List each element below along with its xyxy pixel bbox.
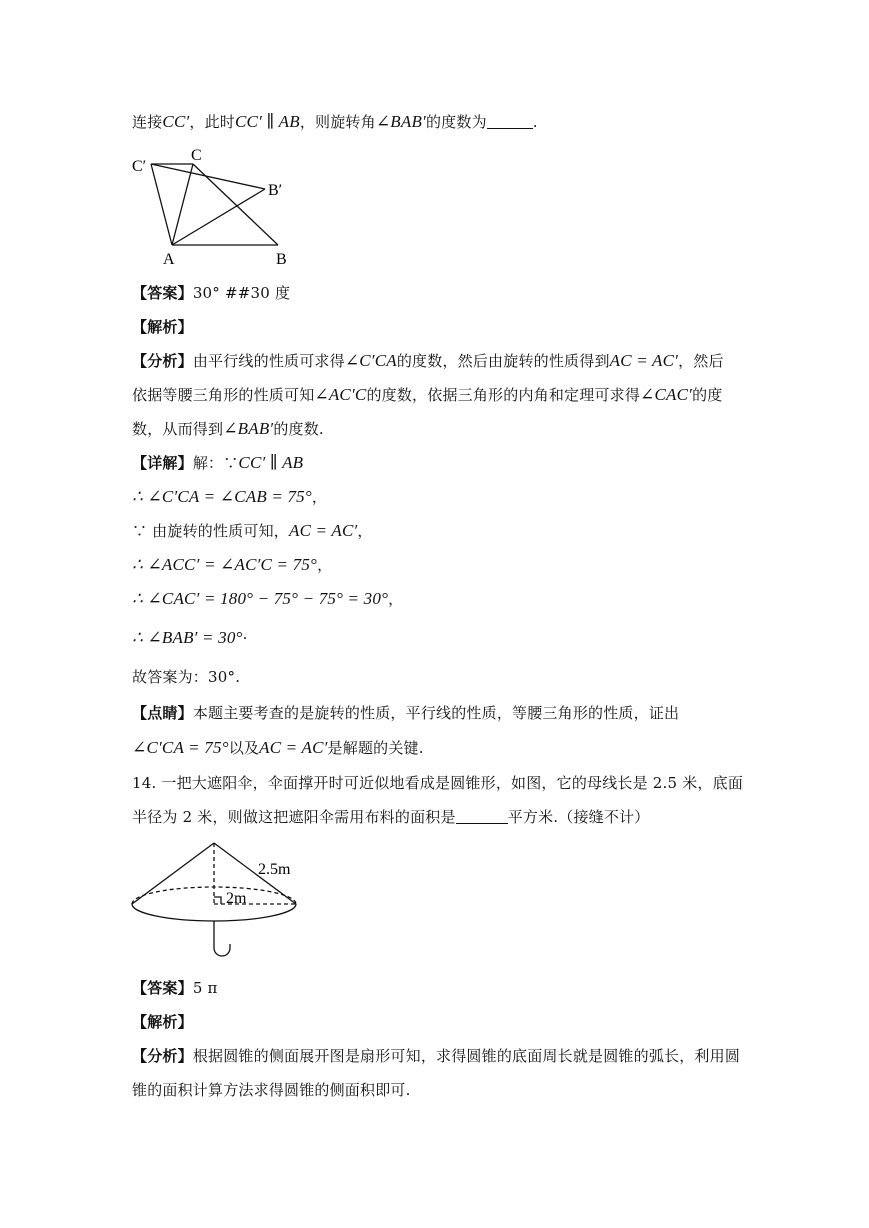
radius-label: 2m <box>226 890 247 907</box>
q14-answer <box>132 978 218 998</box>
analysis-text: 的度数. <box>273 420 324 438</box>
q14-jiexi <box>132 1012 193 1032</box>
detail-text: 解：∵ <box>192 454 239 472</box>
comment-math: AC = AC′ <box>259 738 328 757</box>
step-math: ∴ ∠CAC′ = 180° − 75° − 75° = 30° <box>132 589 389 608</box>
q13-stem-text: ，此时 <box>189 113 236 131</box>
step-math: ∴ ∠BAB′ = 30° <box>132 628 243 647</box>
step-math: ∴ ∠ACC′ = ∠AC′C = 75° <box>132 555 318 574</box>
q13-stem-math: ∠BAB′ <box>375 112 426 131</box>
analysis-math: ∠BAB′ <box>223 419 274 438</box>
q14-stem-text: 半径为 2 米，则做这把遮阳伞需用布料的面积是 <box>132 808 456 826</box>
analysis-text: 数，从而得到 <box>132 420 224 438</box>
comment-tag: 【点睛】 <box>132 704 193 722</box>
q14-analysis-line1 <box>132 1046 740 1066</box>
q13-stem-math: CC′ ∥ AB <box>235 112 300 131</box>
detail-math: CC′ ∥ AB <box>238 453 304 472</box>
conclusion-text: . <box>235 668 241 686</box>
label-b-prime: B′ <box>268 182 283 199</box>
answer-tag: 【答案】 <box>132 284 193 302</box>
analysis-text: 的度 <box>692 386 723 404</box>
analysis-math: AC = AC′ <box>609 351 679 370</box>
q14-stem-text: 平方米.（接缝不计） <box>507 808 650 826</box>
conclusion-text: 故答案为： <box>132 668 209 686</box>
comment-text: 是解题的关键. <box>327 739 424 757</box>
conclusion-value: 30° <box>208 668 236 686</box>
step-punct: ， <box>311 488 328 506</box>
answer-tag: 【答案】 <box>132 979 193 997</box>
label-b: B <box>276 251 287 268</box>
step-text: ∵ 由旋转的性质可知， <box>132 522 289 540</box>
analysis-text: 根据圆锥的侧面展开图是扇形可知，求得圆锥的底面周长就是圆锥的弧长，利用圆 <box>192 1047 741 1065</box>
slant-height-label: 2.5m <box>258 861 291 878</box>
q13-stem-text: 连接 <box>132 113 163 131</box>
answer-text: 5 π <box>192 979 218 997</box>
analysis-text: 的度数，然后由旋转的性质得到 <box>396 352 610 370</box>
label-c-prime: C′ <box>132 158 147 175</box>
q14-stem-text: 14. 一把大遮阳伞，伞面撑开时可近似地看成是圆锥形，如图，它的母线长是 2.5 米，底面 <box>132 774 744 792</box>
analysis-text: 的度数，依据三角形的内角和定理可求得 <box>366 386 641 404</box>
q14-analysis-line2 <box>132 1080 411 1100</box>
detail-tag: 【详解】 <box>132 454 193 472</box>
analysis-text: 由平行线的性质可求得 <box>192 352 345 370</box>
jiexi-tag: 【解析】 <box>132 318 193 336</box>
label-c: C <box>191 147 202 164</box>
q13-stem-text: . <box>532 113 538 131</box>
comment-text: 以及 <box>228 739 260 757</box>
step-math: AC = AC′ <box>288 521 358 540</box>
answer-text: 30° ##30 度 <box>192 284 291 302</box>
label-a: A <box>163 251 175 268</box>
analysis-math: ∠CAC′ <box>640 385 693 404</box>
analysis-text: 依据等腰三角形的性质可知 <box>132 386 315 404</box>
step-punct: ， <box>388 590 404 608</box>
step-math: ∴ ∠C′CA = ∠CAB = 75° <box>132 487 312 506</box>
q13-stem-math: CC′ <box>162 112 190 131</box>
analysis-text: ，然后 <box>678 352 724 370</box>
step-punct: ， <box>357 522 373 540</box>
analysis-tag: 【分析】 <box>132 1047 193 1065</box>
step-punct: · <box>242 629 248 647</box>
comment-math: ∠C′CA = 75° <box>132 738 229 757</box>
analysis-math: ∠C′CA <box>344 351 397 370</box>
q13-stem-text: 的度数为 <box>425 113 487 131</box>
comment-text: 本题主要考查的是旋转的性质，平行线的性质，等腰三角形的性质，证出 <box>192 704 680 722</box>
analysis-math: ∠AC′C <box>314 385 367 404</box>
step-punct: ， <box>317 556 333 574</box>
analysis-tag: 【分析】 <box>132 352 193 370</box>
q13-stem-text: ，则旋转角 <box>299 113 376 131</box>
jiexi-tag: 【解析】 <box>132 1013 193 1031</box>
analysis-text: 锥的面积计算方法求得圆锥的侧面积即可. <box>132 1081 411 1099</box>
